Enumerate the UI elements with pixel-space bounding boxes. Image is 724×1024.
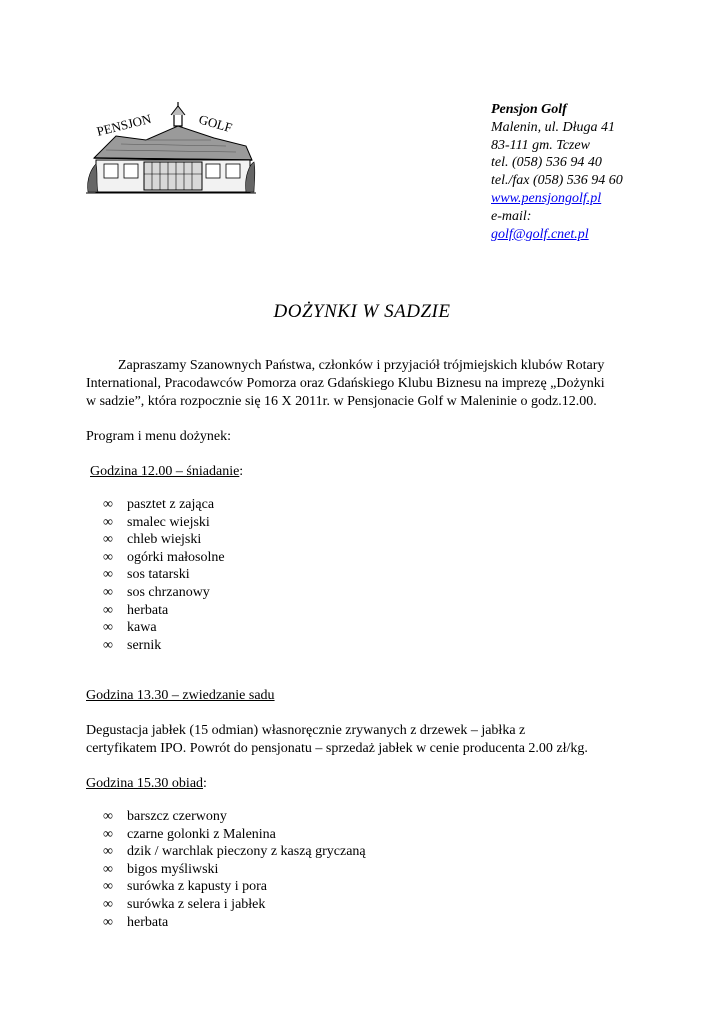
list-item (103, 584, 225, 602)
list-item (103, 826, 366, 844)
breakfast-heading-suffix: : (239, 464, 244, 479)
building-sketch-icon (86, 98, 256, 198)
list-item (103, 896, 366, 914)
contact-address: Malenin, ul. Długa 41 (491, 119, 616, 135)
logo-text-right: GOLF (197, 111, 234, 136)
menu-item-text: chleb wiejski (127, 532, 202, 548)
contact-phone: tel. (058) 536 94 40 (491, 155, 602, 171)
program-label: Program i menu dożynek: (86, 429, 232, 444)
infinity-bullet-icon: ∞ (103, 844, 113, 860)
infinity-bullet-icon: ∞ (103, 602, 113, 618)
infinity-bullet-icon: ∞ (103, 896, 113, 912)
infinity-bullet-icon: ∞ (103, 567, 113, 583)
menu-item-text: pasztet z zająca (127, 497, 215, 512)
dinner-heading-text: Godzina 15.30 obiad (86, 776, 204, 791)
menu-item-text: ogórki małosolne (127, 549, 225, 565)
infinity-bullet-icon: ∞ (103, 879, 113, 895)
infinity-bullet-icon: ∞ (103, 914, 113, 930)
breakfast-heading-text: Godzina 12.00 – śniadanie (90, 464, 240, 479)
infinity-bullet-icon: ∞ (103, 620, 113, 636)
infinity-bullet-icon: ∞ (103, 809, 113, 824)
orchard-line-2: certyfikatem IPO. Powrót do pensjonatu – sprzedaż jabłek w cenie producenta 2.00 zł/kg. (86, 741, 588, 756)
contact-postal: 83-111 gm. Tczew (491, 137, 590, 153)
list-item (103, 878, 366, 896)
contact-name: Pensjon Golf (491, 102, 567, 117)
menu-item-text: czarne golonki z Malenina (127, 826, 276, 842)
infinity-bullet-icon: ∞ (103, 861, 113, 877)
intro-line-3: w sadzie”, która rozpocznie się 16 X 2011r. w Pensjonacie Golf w Maleninie o godz.12.00. (86, 394, 597, 409)
dinner-menu-list (103, 808, 366, 931)
email-link[interactable]: golf@golf.cnet.pl (491, 226, 589, 242)
list-item (103, 549, 225, 567)
menu-item-text: herbata (127, 914, 169, 930)
menu-item-text: dzik / warchlak pieczony z kaszą gryczaną (127, 844, 366, 860)
logo-text-left: PENSJON (95, 110, 153, 139)
list-item (103, 619, 225, 637)
intro-paragraph (86, 357, 646, 411)
infinity-bullet-icon: ∞ (103, 514, 113, 530)
infinity-bullet-icon: ∞ (103, 637, 113, 653)
orchard-line-1: Degustacja jabłek (15 odmian) własnoręcznie zrywanych z drzewek – jabłka z (86, 723, 526, 738)
menu-item-text: sos chrzanowy (127, 584, 210, 600)
intro-line-1: Zapraszamy Szanownych Państwa, członków i przyjaciół trójmiejskich klubów Rotary (118, 358, 605, 373)
menu-item-text: sernik (127, 637, 162, 653)
list-item (103, 496, 225, 514)
intro-line-2: International, Pracodawców Pomorza oraz Gdańskiego Klubu Biznesu na imprezę „Dożynki (86, 376, 605, 391)
contact-block (491, 101, 701, 243)
infinity-bullet-icon: ∞ (103, 584, 113, 600)
breakfast-heading (90, 463, 243, 481)
menu-item-text: herbata (127, 602, 169, 618)
infinity-bullet-icon: ∞ (103, 532, 113, 548)
email-label: e-mail: (491, 208, 532, 224)
list-item (103, 914, 366, 932)
menu-item-text: surówka z kapusty i pora (127, 879, 267, 895)
orchard-heading: Godzina 13.30 – zwiedzanie sadu (86, 688, 275, 703)
infinity-bullet-icon: ∞ (103, 549, 113, 565)
list-item (103, 514, 225, 532)
menu-item-text: bigos myśliwski (127, 861, 219, 877)
list-item (103, 808, 366, 826)
list-item (103, 531, 225, 549)
infinity-bullet-icon: ∞ (103, 826, 113, 842)
menu-item-text: kawa (127, 620, 157, 636)
dinner-heading-suffix: : (203, 776, 207, 791)
dinner-heading (86, 775, 207, 793)
list-item (103, 602, 225, 620)
menu-item-text: barszcz czerwony (127, 809, 227, 824)
list-item (103, 861, 366, 879)
list-item (103, 843, 366, 861)
pensjon-golf-logo (86, 98, 256, 198)
breakfast-menu-list (103, 496, 225, 654)
contact-fax: tel./fax (058) 536 94 60 (491, 173, 623, 189)
document-title: DOŻYNKI W SADZIE (273, 301, 451, 322)
menu-item-text: surówka z selera i jabłek (127, 896, 266, 912)
website-link[interactable]: www.pensjongolf.pl (491, 190, 602, 206)
menu-item-text: sos tatarski (127, 567, 190, 583)
menu-item-text: smalec wiejski (127, 514, 210, 530)
list-item (103, 566, 225, 584)
list-item (103, 637, 225, 655)
infinity-bullet-icon: ∞ (103, 497, 113, 512)
